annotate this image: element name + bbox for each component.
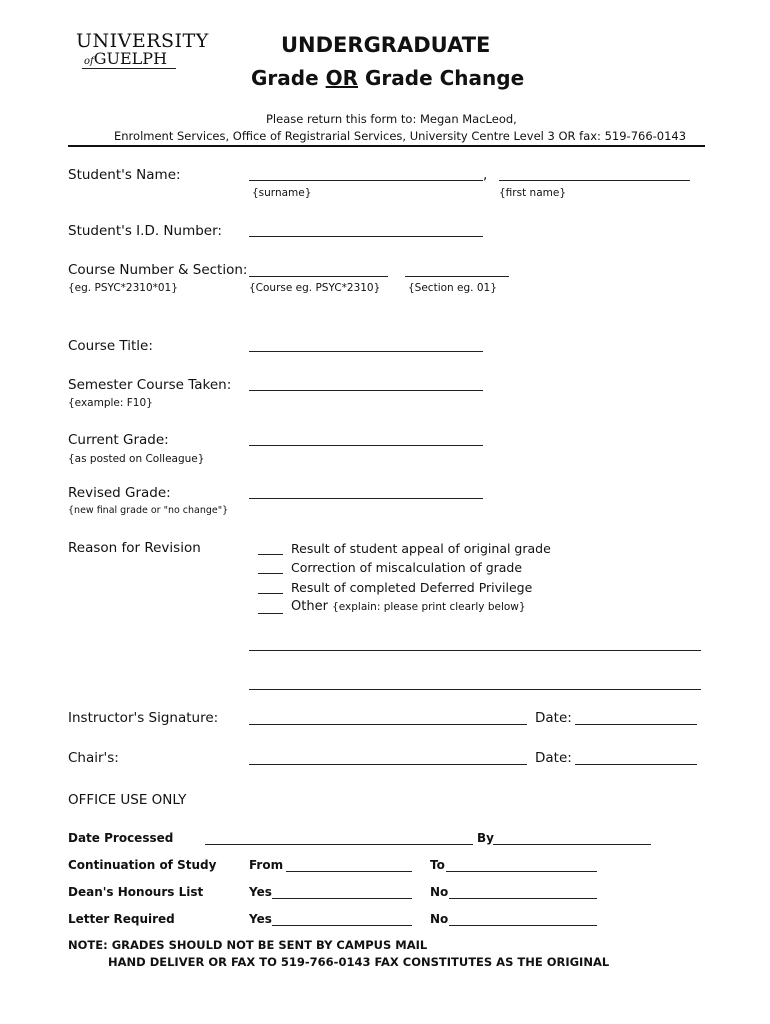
office-use-heading: OFFICE USE ONLY <box>68 792 187 808</box>
by-field[interactable] <box>493 844 651 845</box>
reason-option-miscalculation: Correction of miscalculation of grade <box>291 560 523 575</box>
course-section-hint: {eg. PSYC*2310*01} <box>68 282 178 294</box>
chair-signature-field[interactable] <box>249 764 527 765</box>
return-note-line2: Enrolment Services, Office of Registrarial Services, University Centre Level 3 OR fax: 519-766-0143 <box>114 129 687 143</box>
to-field[interactable] <box>446 871 597 872</box>
current-grade-hint: {as posted on Colleague} <box>68 453 205 465</box>
course-number-field[interactable] <box>249 276 388 277</box>
chair-signature-label: Chair's: <box>68 750 119 766</box>
deans-list-no-field[interactable] <box>449 898 597 899</box>
revised-grade-hint: {new final grade or "no change"} <box>68 505 229 516</box>
deans-list-no-label: No <box>430 885 449 899</box>
course-title-label: Course Title: <box>68 338 153 354</box>
logo-line1: UNIVERSITY <box>76 30 209 52</box>
revised-grade-label: Revised Grade: <box>68 485 171 501</box>
letter-yes-field[interactable] <box>272 925 412 926</box>
semester-label: Semester Course Taken: <box>68 377 232 393</box>
explanation-line-2[interactable] <box>249 689 701 690</box>
name-separator: , <box>483 167 488 183</box>
first-name-field[interactable] <box>499 180 690 181</box>
reason-option-other: Other {explain: please print clearly below} <box>291 599 526 614</box>
instructor-date-label: Date: <box>535 710 572 726</box>
continuation-label: Continuation of Study <box>68 858 217 872</box>
reason-checkbox-deferred[interactable] <box>258 593 283 594</box>
to-label: To <box>430 858 445 872</box>
course-hint: {Course eg. PSYC*2310} <box>249 282 381 294</box>
chair-date-label: Date: <box>535 750 572 766</box>
revised-grade-field[interactable] <box>249 498 483 499</box>
surname-field[interactable] <box>249 180 483 181</box>
reason-checkbox-other[interactable] <box>258 613 283 614</box>
section-hint: {Section eg. 01} <box>408 282 497 294</box>
explanation-line-1[interactable] <box>249 650 701 651</box>
reason-checkbox-appeal[interactable] <box>258 554 283 555</box>
header-divider <box>68 145 705 147</box>
return-note-line1: Please return this form to: Megan MacLeod, <box>266 112 517 126</box>
instructor-signature-label: Instructor's Signature: <box>68 710 219 726</box>
note-line2: HAND DELIVER OR FAX TO 519-766-0143 FAX CONSTITUTES AS THE ORIGINAL <box>108 955 610 969</box>
deans-list-label: Dean's Honours List <box>68 885 204 899</box>
instructor-date-field[interactable] <box>575 724 697 725</box>
note-line1: NOTE: GRADES SHOULD NOT BE SENT BY CAMPUS MAIL <box>68 938 428 952</box>
deans-list-yes-field[interactable] <box>272 898 412 899</box>
student-id-label: Student's I.D. Number: <box>68 223 222 239</box>
letter-required-label: Letter Required <box>68 912 175 926</box>
logo-underline <box>82 68 176 69</box>
student-name-label: Student's Name: <box>68 167 181 183</box>
student-id-field[interactable] <box>249 236 483 237</box>
chair-date-field[interactable] <box>575 764 697 765</box>
form-subtitle: Grade OR Grade Change <box>251 66 525 90</box>
letter-no-field[interactable] <box>449 925 597 926</box>
date-processed-label: Date Processed <box>68 831 174 845</box>
date-processed-field[interactable] <box>205 844 473 845</box>
surname-hint: {surname} <box>252 187 312 199</box>
current-grade-label: Current Grade: <box>68 432 169 448</box>
course-section-label: Course Number & Section: <box>68 262 248 278</box>
current-grade-field[interactable] <box>249 445 483 446</box>
logo-line2: ofGUELPH <box>84 49 168 68</box>
first-name-hint: {first name} <box>499 187 566 199</box>
from-field[interactable] <box>286 871 412 872</box>
course-title-field[interactable] <box>249 351 483 352</box>
semester-hint: {example: F10} <box>68 397 153 409</box>
from-label: From <box>249 858 284 872</box>
form-title: UNDERGRADUATE <box>281 33 491 57</box>
instructor-signature-field[interactable] <box>249 724 527 725</box>
reason-option-appeal: Result of student appeal of original grade <box>291 541 551 556</box>
section-field[interactable] <box>405 276 509 277</box>
by-label: By <box>477 831 494 845</box>
reason-label: Reason for Revision <box>68 540 201 556</box>
semester-field[interactable] <box>249 390 483 391</box>
letter-no-label: No <box>430 912 449 926</box>
letter-yes-label: Yes <box>249 912 272 926</box>
deans-list-yes-label: Yes <box>249 885 272 899</box>
reason-checkbox-miscalculation[interactable] <box>258 573 283 574</box>
reason-option-deferred: Result of completed Deferred Privilege <box>291 580 533 595</box>
